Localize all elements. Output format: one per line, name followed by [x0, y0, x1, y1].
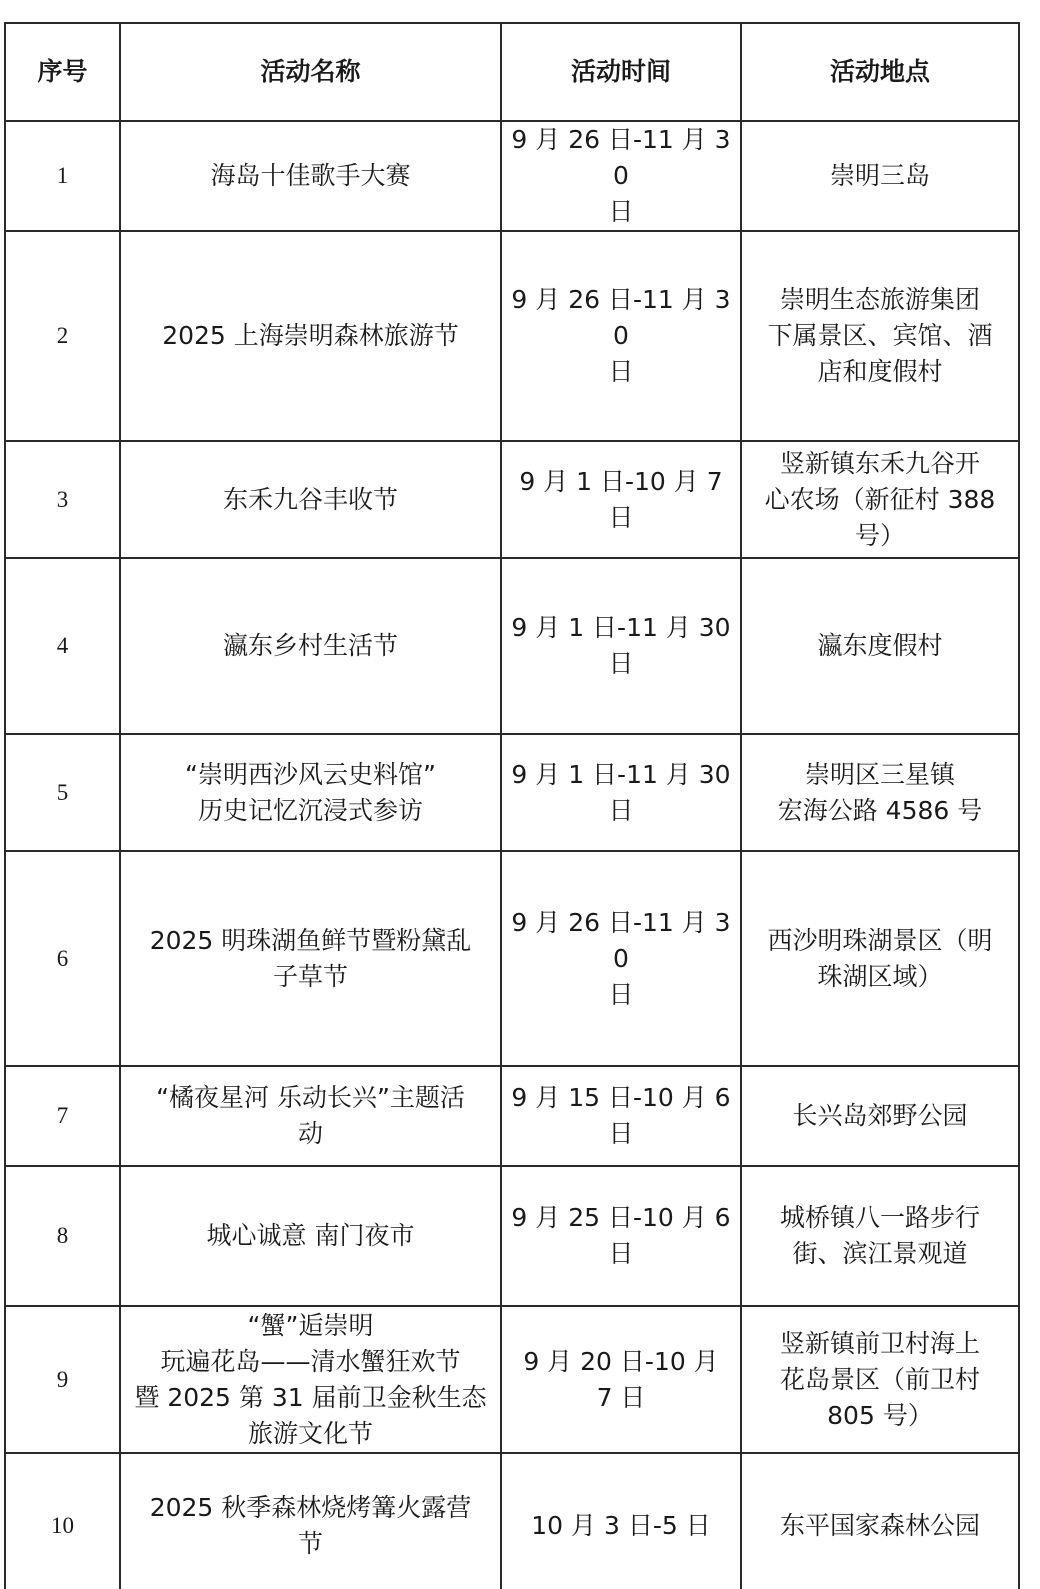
- cell-no: 5: [5, 734, 120, 851]
- cell-name-line: 历史记忆沉浸式参访: [197, 795, 423, 825]
- cell-name: [120, 558, 501, 734]
- cell-name-line: 动: [297, 1119, 323, 1148]
- cell-name: [120, 441, 501, 558]
- table-row: [5, 121, 1019, 231]
- cell-time-line: 9 月 1 日-11 月 30: [511, 759, 731, 789]
- cell-name: [120, 734, 501, 851]
- header-name: 活动名称: [120, 23, 501, 121]
- cell-time: [501, 231, 741, 441]
- cell-place-line: 珠湖区域）: [817, 961, 943, 991]
- activity-table: [4, 22, 1020, 1589]
- table-row: [5, 1453, 1019, 1589]
- table-row: [5, 441, 1019, 558]
- cell-place: [741, 734, 1019, 851]
- cell-place: [741, 1166, 1019, 1306]
- cell-time-line: 9 月 1 日-10 月 7: [519, 466, 723, 496]
- cell-no: 10: [5, 1453, 120, 1589]
- cell-name: [120, 1453, 501, 1589]
- cell-name-line: 玩遍花岛——清水蟹狂欢节: [160, 1346, 461, 1376]
- cell-name: [120, 1166, 501, 1306]
- header-no: 序号: [5, 23, 120, 121]
- cell-time: [501, 1306, 741, 1453]
- cell-time-line: 9 月 1 日-11 月 30: [511, 613, 731, 642]
- cell-place: [741, 1453, 1019, 1589]
- cell-place: [741, 1066, 1019, 1166]
- cell-name-line: 子草节: [272, 961, 348, 991]
- cell-time-line: 10 月 3 日-5 日: [531, 1511, 711, 1540]
- cell-time-line: 9 月 20 日-10 月: [523, 1346, 719, 1376]
- cell-name-line: 2025 秋季森林烧烤篝火露营: [149, 1493, 472, 1522]
- cell-name-line: “蟹”逅崇明: [247, 1310, 374, 1340]
- cell-time: [501, 1453, 741, 1589]
- cell-name-line: 2025 明珠湖鱼鲜节暨粉黛乱: [149, 925, 472, 955]
- cell-time: [501, 734, 741, 851]
- cell-time-line: 日: [608, 1119, 634, 1148]
- cell-place-line: 崇明区三星镇: [804, 759, 955, 789]
- cell-place-line: 崇明三岛: [829, 161, 930, 190]
- cell-name-line: “橘夜星河 乐动长兴”主题活: [156, 1083, 465, 1112]
- cell-place-line: 店和度假村: [817, 357, 943, 386]
- cell-time: [501, 1166, 741, 1306]
- cell-place: [741, 231, 1019, 441]
- header-row: [5, 23, 1019, 121]
- cell-no: 6: [5, 851, 120, 1066]
- cell-no: 7: [5, 1066, 120, 1166]
- cell-time-line: 9 月 26 日-11 月 30: [511, 907, 731, 973]
- cell-time-line: 日: [608, 649, 634, 678]
- header-time: 活动时间: [501, 23, 741, 121]
- cell-place: [741, 851, 1019, 1066]
- cell-time: [501, 851, 741, 1066]
- cell-place-line: 心农场（新征村 388: [764, 484, 996, 514]
- cell-place: [741, 1306, 1019, 1453]
- cell-place-line: 下属景区、宾馆、酒: [767, 321, 993, 350]
- cell-name-line: 2025 上海崇明森林旅游节: [162, 321, 459, 350]
- cell-no: 4: [5, 558, 120, 734]
- cell-name: [120, 121, 501, 231]
- cell-place-line: 西沙明珠湖景区（明: [767, 925, 993, 955]
- cell-no: 1: [5, 121, 120, 231]
- cell-time-line: 日: [608, 979, 634, 1009]
- table-row: [5, 558, 1019, 734]
- cell-time: [501, 441, 741, 558]
- cell-place: [741, 121, 1019, 231]
- cell-name: [120, 851, 501, 1066]
- cell-time-line: 9 月 26 日-11 月 30: [511, 125, 731, 190]
- cell-place-line: 号）: [854, 520, 905, 550]
- cell-name-line: 旅游文化节: [247, 1418, 373, 1448]
- cell-time-line: 日: [608, 197, 634, 226]
- cell-place-line: 竖新镇东禾九谷开: [779, 448, 980, 478]
- cell-name-line: “崇明西沙风云史料馆”: [185, 759, 436, 789]
- cell-name-line: 城心诚意 南门夜市: [206, 1221, 415, 1250]
- cell-name-line: 暨 2025 第 31 届前卫金秋生态: [134, 1382, 487, 1412]
- table-row: [5, 1166, 1019, 1306]
- table-row: [5, 734, 1019, 851]
- cell-time-line: 日: [608, 357, 634, 386]
- cell-no: 3: [5, 441, 120, 558]
- cell-name: [120, 231, 501, 441]
- cell-place-line: 街、滨江景观道: [792, 1239, 968, 1268]
- cell-time-line: 日: [608, 502, 634, 532]
- cell-no: 8: [5, 1166, 120, 1306]
- cell-place-line: 805 号）: [827, 1400, 933, 1430]
- cell-place-line: 宏海公路 4586 号: [777, 795, 983, 825]
- cell-time-line: 9 月 26 日-11 月 30: [511, 285, 731, 350]
- cell-place-line: 崇明生态旅游集团: [779, 285, 980, 314]
- cell-place: [741, 558, 1019, 734]
- cell-place-line: 竖新镇前卫村海上: [779, 1328, 980, 1358]
- table-row: [5, 1066, 1019, 1166]
- cell-name-line: 海岛十佳歌手大赛: [210, 161, 411, 190]
- cell-time-line: 7 日: [596, 1382, 646, 1412]
- table-row: [5, 1306, 1019, 1453]
- cell-name-line: 东禾九谷丰收节: [222, 484, 398, 514]
- cell-name-line: 节: [297, 1529, 323, 1558]
- cell-place-line: 花岛景区（前卫村: [779, 1364, 980, 1394]
- cell-no: 2: [5, 231, 120, 441]
- header-place: 活动地点: [741, 23, 1019, 121]
- cell-place-line: 城桥镇八一路步行: [779, 1203, 980, 1232]
- cell-time-line: 9 月 25 日-10 月 6: [511, 1203, 731, 1232]
- cell-time: [501, 121, 741, 231]
- cell-time-line: 9 月 15 日-10 月 6: [511, 1083, 731, 1112]
- cell-name: [120, 1066, 501, 1166]
- cell-place-line: 东平国家森林公园: [779, 1511, 980, 1540]
- cell-no: 9: [5, 1306, 120, 1453]
- cell-time-line: 日: [608, 795, 634, 825]
- cell-time: [501, 1066, 741, 1166]
- cell-place: [741, 441, 1019, 558]
- cell-time-line: 日: [608, 1239, 634, 1268]
- table-row: [5, 231, 1019, 441]
- cell-name: [120, 1306, 501, 1453]
- cell-place-line: 长兴岛郊野公园: [792, 1101, 968, 1130]
- cell-place-line: 瀛东度假村: [817, 631, 943, 660]
- table-row: [5, 851, 1019, 1066]
- cell-time: [501, 558, 741, 734]
- cell-name-line: 瀛东乡村生活节: [222, 631, 398, 660]
